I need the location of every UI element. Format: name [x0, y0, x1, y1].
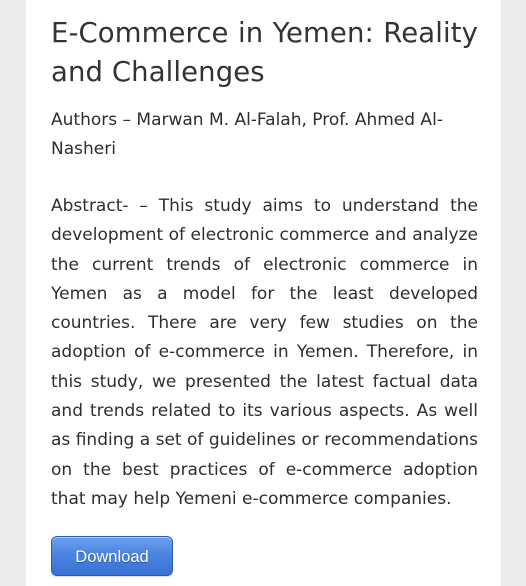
page-card — [26, 0, 501, 586]
abstract-text: Abstract- – This study aims to understand the development of electronic commerce and analyze the current trends of electronic commerce in Yemen as a model for the least developed countries. There are very few studies on the adoption of e-commerce in Yemen. Therefore, in this study, we presented the latest factual data and trends related to its various aspects. As well as finding a set of guidelines or recommendations on the best practices of e-commerce adoption that may help Yemeni e-commerce companies. — [51, 196, 478, 509]
download-button[interactable]: Download — [51, 536, 173, 576]
article-content — [51, 14, 478, 514]
authors-line: Authors – Marwan M. Al-Falah, Prof. Ahmed Al-Nasheri — [51, 110, 443, 159]
page-title: E-Commerce in Yemen: Reality and Challenges — [51, 17, 478, 88]
